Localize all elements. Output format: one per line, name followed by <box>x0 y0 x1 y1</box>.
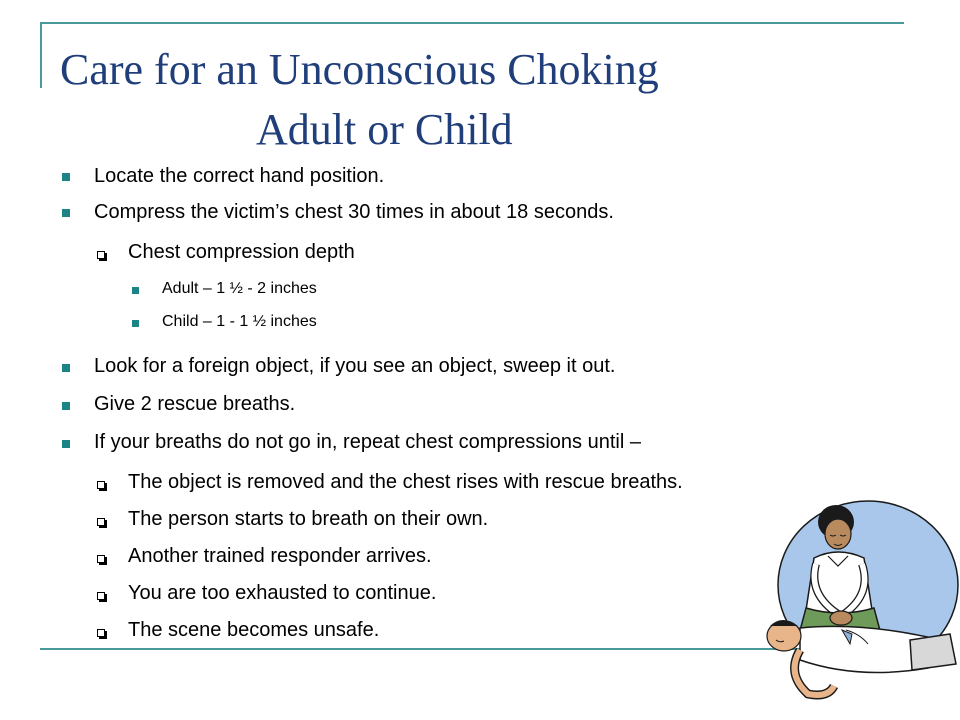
bullet-item: Compress the victim’s chest 30 times in about 18 seconds. <box>94 201 614 223</box>
checkbox-bullet-icon <box>97 518 105 526</box>
bullet-item: Adult – 1 ½ - 2 inches <box>162 280 317 297</box>
title-line-1: Care for an Unconscious Choking <box>60 45 659 94</box>
title-line-2: Adult or Child <box>256 105 513 154</box>
bullet-item: The person starts to breath on their own. <box>128 508 489 530</box>
square-bullet-icon <box>62 209 70 217</box>
square-bullet-icon <box>62 173 70 181</box>
bullet-item: The scene becomes unsafe. <box>128 619 380 641</box>
bullet-item: Locate the correct hand position. <box>94 165 385 187</box>
checkbox-bullet-icon <box>97 592 105 600</box>
bullet-item: The object is removed and the chest rises with rescue breaths. <box>128 471 683 493</box>
bullet-item: Give 2 rescue breaths. <box>94 393 296 415</box>
bullet-item: Child – 1 - 1 ½ inches <box>162 313 317 330</box>
bullet-item: You are too exhausted to continue. <box>128 582 437 604</box>
bullet-item: Look for a foreign object, if you see an object, sweep it out. <box>94 355 616 377</box>
square-bullet-icon <box>132 287 139 294</box>
bullet-item: Chest compression depth <box>128 241 355 263</box>
square-bullet-icon <box>62 364 70 372</box>
checkbox-bullet-icon <box>97 251 105 259</box>
square-bullet-icon <box>132 320 139 327</box>
checkbox-bullet-icon <box>97 481 105 489</box>
square-bullet-icon <box>62 402 70 410</box>
square-bullet-icon <box>62 440 70 448</box>
cpr-clipart-icon <box>760 500 960 710</box>
checkbox-bullet-icon <box>97 555 105 563</box>
bullet-item: If your breaths do not go in, repeat chest compressions until – <box>94 431 641 453</box>
bullet-item: Another trained responder arrives. <box>128 545 432 567</box>
checkbox-bullet-icon <box>97 629 105 637</box>
